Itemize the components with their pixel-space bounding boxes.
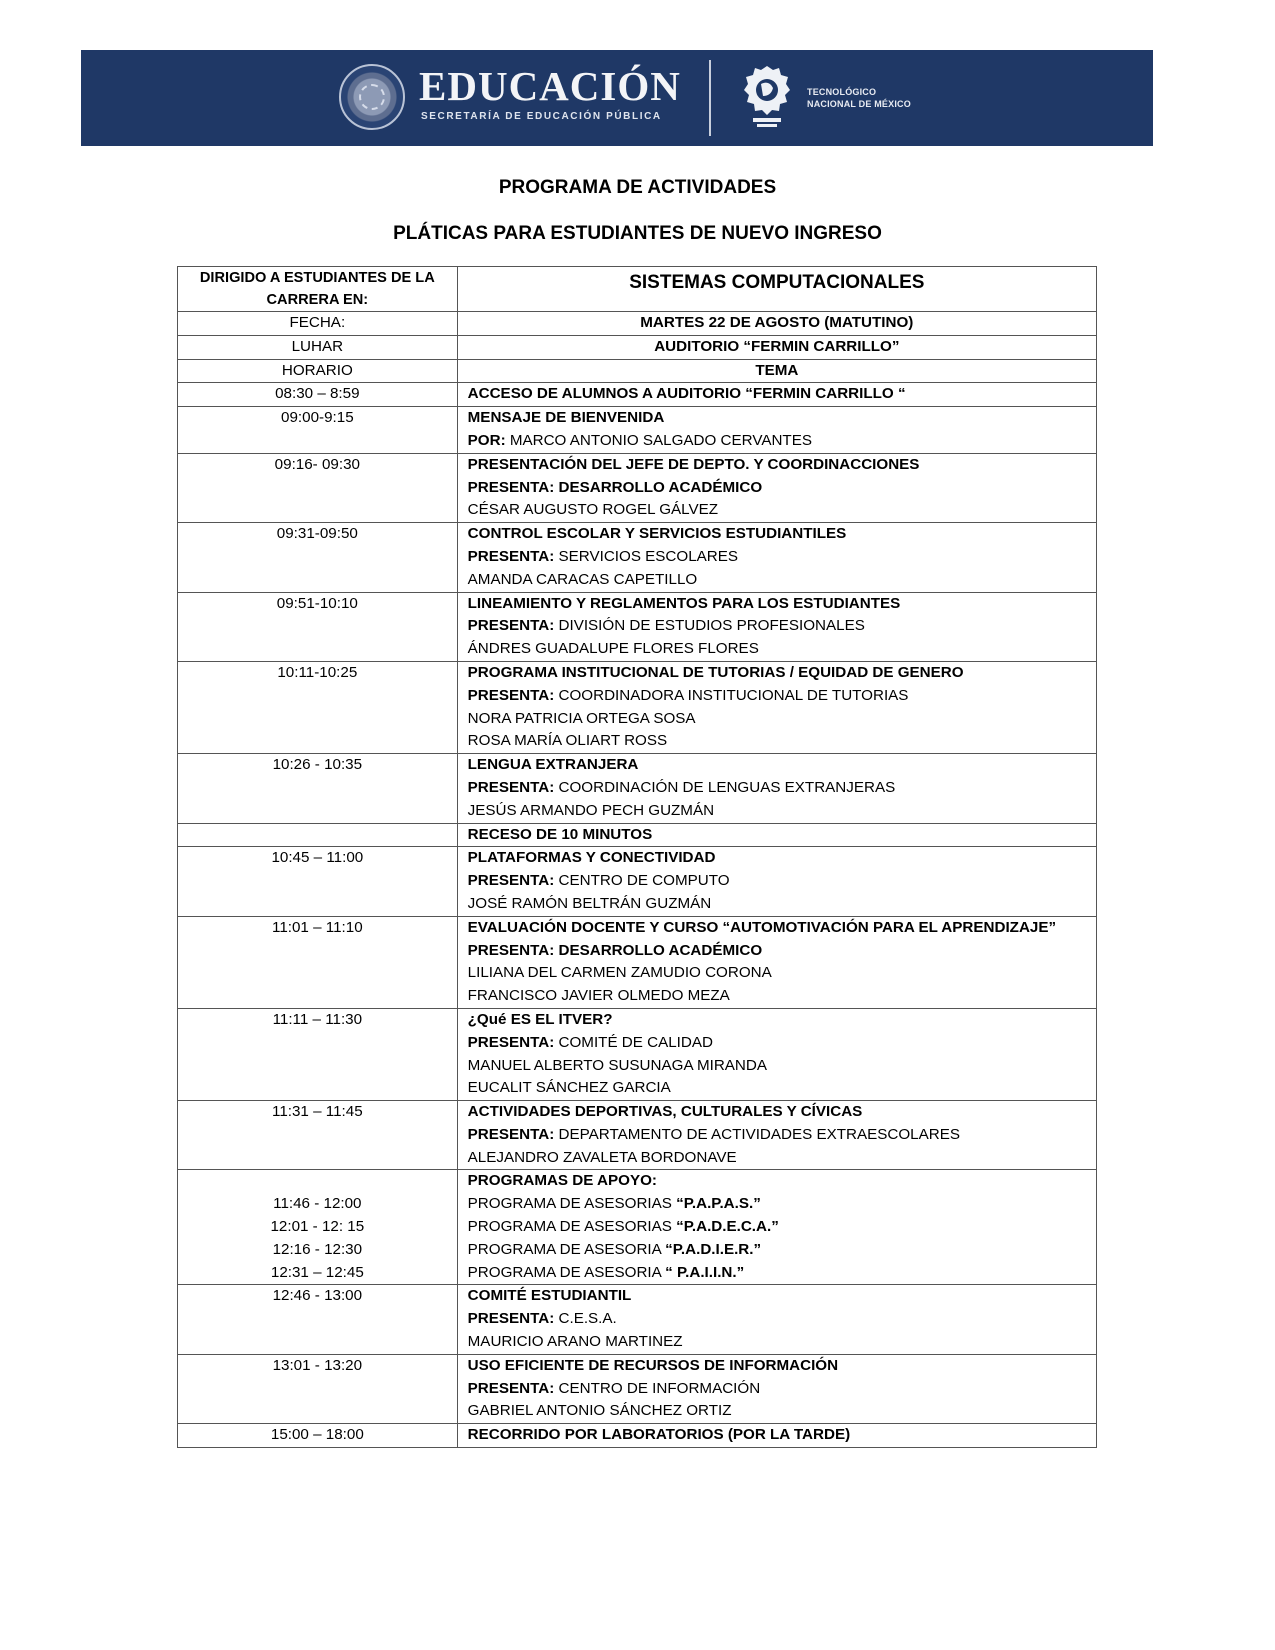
- topic-cell: [457, 523, 1096, 592]
- presenter-dept: COMITÉ DE CALIDAD: [554, 1033, 713, 1051]
- topic-title: PROGRAMAS DE APOYO:: [467, 1172, 657, 1190]
- presenter-line: [468, 1308, 1086, 1331]
- topic-cell: [457, 1101, 1096, 1170]
- presenter-dept: DEPARTAMENTO DE ACTIVIDADES EXTRAESCOLARES: [554, 1125, 960, 1143]
- table-row: [178, 1101, 1097, 1170]
- time-cell: [178, 1170, 458, 1285]
- topic-title: PLATAFORMAS Y CONECTIVIDAD: [467, 849, 716, 867]
- presenter-line: [468, 1032, 1086, 1055]
- presenter-name: ALEJANDRO ZAVALETA BORDONAVE: [467, 1148, 737, 1166]
- topic-cell: [457, 661, 1096, 753]
- presenter-name: NORA PATRICIA ORTEGA SOSA: [467, 709, 696, 727]
- banner-title: EDUCACIÓN: [419, 63, 681, 109]
- por-label: POR:: [467, 431, 506, 449]
- presenter-dept: COORDINACIÓN DE LENGUAS EXTRANJERAS: [554, 778, 896, 796]
- presenter-name: JOSÉ RAMÓN BELTRÁN GUZMÁN: [467, 894, 712, 912]
- program-line: [468, 1239, 1086, 1262]
- topic-cell: [457, 592, 1096, 661]
- presenter-line: [468, 546, 1086, 569]
- presenter-line: [468, 430, 1086, 453]
- schedule-table: [177, 266, 1097, 1448]
- time-cell: 12:46 - 13:00: [178, 1285, 458, 1354]
- tema-header: TEMA: [457, 359, 1096, 383]
- topic-title: ACCESO DE ALUMNOS A AUDITORIO “FERMIN CARRILLO “: [457, 383, 1096, 407]
- time-cell: [178, 823, 458, 847]
- table-row: [178, 592, 1097, 661]
- time-cell: 10:45 – 11:00: [178, 847, 458, 916]
- table-row: [178, 312, 1097, 336]
- table-row: [178, 754, 1097, 823]
- presenter-dept: DIVISIÓN DE ESTUDIOS PROFESIONALES: [554, 617, 865, 635]
- table-row: [178, 335, 1097, 359]
- time-slot: 11:46 - 12:00: [273, 1195, 362, 1213]
- time-cell: 11:01 – 11:10: [178, 916, 458, 1008]
- banner-subtitle: SECRETARÍA DE EDUCACIÓN PÚBLICA: [421, 111, 662, 122]
- presenter-line: [468, 777, 1086, 800]
- table-row: [178, 1170, 1097, 1285]
- table-row: [178, 1285, 1097, 1354]
- presenta-label: PRESENTA:: [467, 686, 555, 704]
- presenter-name: FRANCISCO JAVIER OLMEDO MEZA: [467, 987, 730, 1005]
- program-acronym: “ P.A.I.I.N.”: [665, 1263, 745, 1281]
- topic-title: MENSAJE DE BIENVENIDA: [467, 409, 665, 427]
- carrera-label-line2: CARRERA EN:: [266, 292, 369, 308]
- table-row: [178, 407, 1097, 454]
- presenter-name: MANUEL ALBERTO SUSUNAGA MIRANDA: [467, 1056, 767, 1074]
- topic-title: CONTROL ESCOLAR Y SERVICIOS ESTUDIANTILES: [467, 525, 847, 543]
- topic-cell: [457, 1008, 1096, 1100]
- topic-title: RECESO DE 10 MINUTOS: [457, 823, 1096, 847]
- time-slot: 12:16 - 12:30: [272, 1240, 363, 1258]
- presenter-dept: SERVICIOS ESCOLARES: [554, 547, 739, 565]
- time-cell: 09:31-09:50: [178, 523, 458, 592]
- topic-cell: [457, 847, 1096, 916]
- tecnm-label-line1: TECNOLÓGICO: [807, 87, 877, 97]
- presenter-name: JESÚS ARMANDO PECH GUZMÁN: [467, 801, 715, 819]
- time-cell: 09:16- 09:30: [178, 453, 458, 522]
- program-name: PROGRAMA DE ASESORIAS: [467, 1195, 677, 1213]
- fecha-value: MARTES 22 DE AGOSTO (MATUTINO): [457, 312, 1096, 336]
- time-slot: 12:01 - 12: 15: [270, 1218, 365, 1236]
- table-row: [178, 1008, 1097, 1100]
- carrera-value: SISTEMAS COMPUTACIONALES: [457, 267, 1096, 312]
- presenta-label: PRESENTA:: [467, 1310, 555, 1328]
- topic-title: ACTIVIDADES DEPORTIVAS, CULTURALES Y CÍVICAS: [467, 1103, 863, 1121]
- presenter-dept: COORDINADORA INSTITUCIONAL DE TUTORIAS: [554, 686, 909, 704]
- presenter-line: [468, 685, 1086, 708]
- time-cell: 11:11 – 11:30: [178, 1008, 458, 1100]
- presenter-dept: PRESENTA: DESARROLLO ACADÉMICO: [467, 478, 763, 496]
- topic-cell: [457, 1285, 1096, 1354]
- topic-title: LENGUA EXTRANJERA: [467, 756, 639, 774]
- banner-divider: [709, 60, 711, 136]
- time-cell: 08:30 – 8:59: [178, 383, 458, 407]
- presenta-label: PRESENTA:: [467, 1125, 555, 1143]
- time-cell: 10:26 - 10:35: [178, 754, 458, 823]
- tecnm-label: [807, 86, 911, 110]
- table-row: [178, 823, 1097, 847]
- presenta-label: PRESENTA:: [467, 547, 555, 565]
- presenter-name: GABRIEL ANTONIO SÁNCHEZ ORTIZ: [467, 1402, 732, 1420]
- topic-title: USO EFICIENTE DE RECURSOS DE INFORMACIÓN: [467, 1356, 839, 1374]
- topic-title: PROGRAMA INSTITUCIONAL DE TUTORIAS / EQUIDAD DE GENERO: [467, 663, 964, 681]
- topic-title: EVALUACIÓN DOCENTE Y CURSO “AUTOMOTIVACIÓN PARA EL APRENDIZAJE”: [467, 918, 1057, 936]
- page-title: PROGRAMA DE ACTIVIDADES: [498, 177, 777, 198]
- time-cell: 10:11-10:25: [178, 661, 458, 753]
- carrera-label-cell: [178, 267, 458, 312]
- presenter-line: [468, 1124, 1086, 1147]
- program-acronym: “P.A.D.I.E.R.”: [665, 1240, 762, 1258]
- presenter-dept: C.E.S.A.: [554, 1310, 617, 1328]
- topic-cell: [457, 1170, 1096, 1285]
- tecnm-logo-icon: [743, 64, 791, 130]
- table-row: [178, 453, 1097, 522]
- presenta-label: PRESENTA:: [467, 1379, 555, 1397]
- presenter-name: ÁNDRES GUADALUPE FLORES FLORES: [467, 640, 759, 658]
- topic-cell: [457, 1354, 1096, 1423]
- program-name: PROGRAMA DE ASESORIA: [467, 1263, 666, 1281]
- presenter-name: LILIANA DEL CARMEN ZAMUDIO CORONA: [467, 964, 772, 982]
- program-acronym: “P.A.P.A.S.”: [676, 1195, 761, 1213]
- topic-title: LINEAMIENTO Y REGLAMENTOS PARA LOS ESTUDIANTES: [467, 594, 901, 612]
- presenter-dept: CENTRO DE INFORMACIÓN: [554, 1379, 761, 1397]
- presenter-line: [468, 1378, 1086, 1401]
- program-line: [468, 1216, 1086, 1239]
- tecnm-label-line2: NACIONAL DE MÉXICO: [807, 99, 911, 109]
- time-slot: 12:31 – 12:45: [270, 1263, 364, 1281]
- time-cell: 15:00 – 18:00: [178, 1424, 458, 1448]
- time-cell: 09:00-9:15: [178, 407, 458, 454]
- page-subtitle: PLÁTICAS PARA ESTUDIANTES DE NUEVO INGRESO: [393, 223, 882, 244]
- program-name: PROGRAMA DE ASESORIAS: [467, 1218, 677, 1236]
- time-cell: 11:31 – 11:45: [178, 1101, 458, 1170]
- table-row: [178, 523, 1097, 592]
- carrera-label-line1: DIRIGIDO A ESTUDIANTES DE LA: [199, 270, 435, 286]
- topic-cell: [457, 916, 1096, 1008]
- presenter-name: CÉSAR AUGUSTO ROGEL GÁLVEZ: [467, 501, 719, 519]
- presenter-name: MAURICIO ARANO MARTINEZ: [467, 1333, 683, 1351]
- lugar-label: LUHAR: [178, 335, 458, 359]
- table-row: [178, 267, 1097, 312]
- presenter-dept: CENTRO DE COMPUTO: [554, 872, 730, 890]
- presenter-line: [468, 615, 1086, 638]
- presenter-line: [468, 870, 1086, 893]
- presenter-name: MARCO ANTONIO SALGADO CERVANTES: [505, 431, 812, 449]
- presenta-label: PRESENTA:: [467, 617, 555, 635]
- presenta-label: PRESENTA:: [467, 1033, 555, 1051]
- table-row: [178, 916, 1097, 1008]
- presenter-name: ROSA MARÍA OLIART ROSS: [467, 732, 668, 750]
- lugar-value: AUDITORIO “FERMIN CARRILLO”: [457, 335, 1096, 359]
- presenter-name: EUCALIT SÁNCHEZ GARCIA: [467, 1079, 671, 1097]
- program-line: [468, 1262, 1086, 1285]
- presenta-label: PRESENTA:: [467, 778, 555, 796]
- presenter-dept: PRESENTA: DESARROLLO ACADÉMICO: [467, 941, 763, 959]
- header-banner: [81, 50, 1153, 146]
- table-row: [178, 1424, 1097, 1448]
- topic-cell: [457, 453, 1096, 522]
- topic-title: RECORRIDO POR LABORATORIOS (POR LA TARDE): [457, 1424, 1096, 1448]
- mexico-seal-icon: [339, 64, 405, 130]
- program-acronym: “P.A.D.E.C.A.”: [676, 1218, 779, 1236]
- table-row: [178, 383, 1097, 407]
- program-name: PROGRAMA DE ASESORIA: [467, 1240, 666, 1258]
- presenta-label: PRESENTA:: [467, 872, 555, 890]
- topic-title: PRESENTACIÓN DEL JEFE DE DEPTO. Y COORDINACCIONES: [467, 455, 920, 473]
- table-row: [178, 359, 1097, 383]
- table-row: [178, 661, 1097, 753]
- program-line: [468, 1193, 1086, 1216]
- time-cell: 13:01 - 13:20: [178, 1354, 458, 1423]
- horario-header: HORARIO: [178, 359, 458, 383]
- topic-title: COMITÉ ESTUDIANTIL: [467, 1287, 632, 1305]
- table-row: [178, 1354, 1097, 1423]
- presenter-name: AMANDA CARACAS CAPETILLO: [467, 570, 698, 588]
- table-row: [178, 847, 1097, 916]
- time-cell: 09:51-10:10: [178, 592, 458, 661]
- fecha-label: FECHA:: [178, 312, 458, 336]
- topic-cell: [457, 754, 1096, 823]
- topic-cell: [457, 407, 1096, 454]
- topic-title: ¿Qué ES EL ITVER?: [467, 1010, 613, 1028]
